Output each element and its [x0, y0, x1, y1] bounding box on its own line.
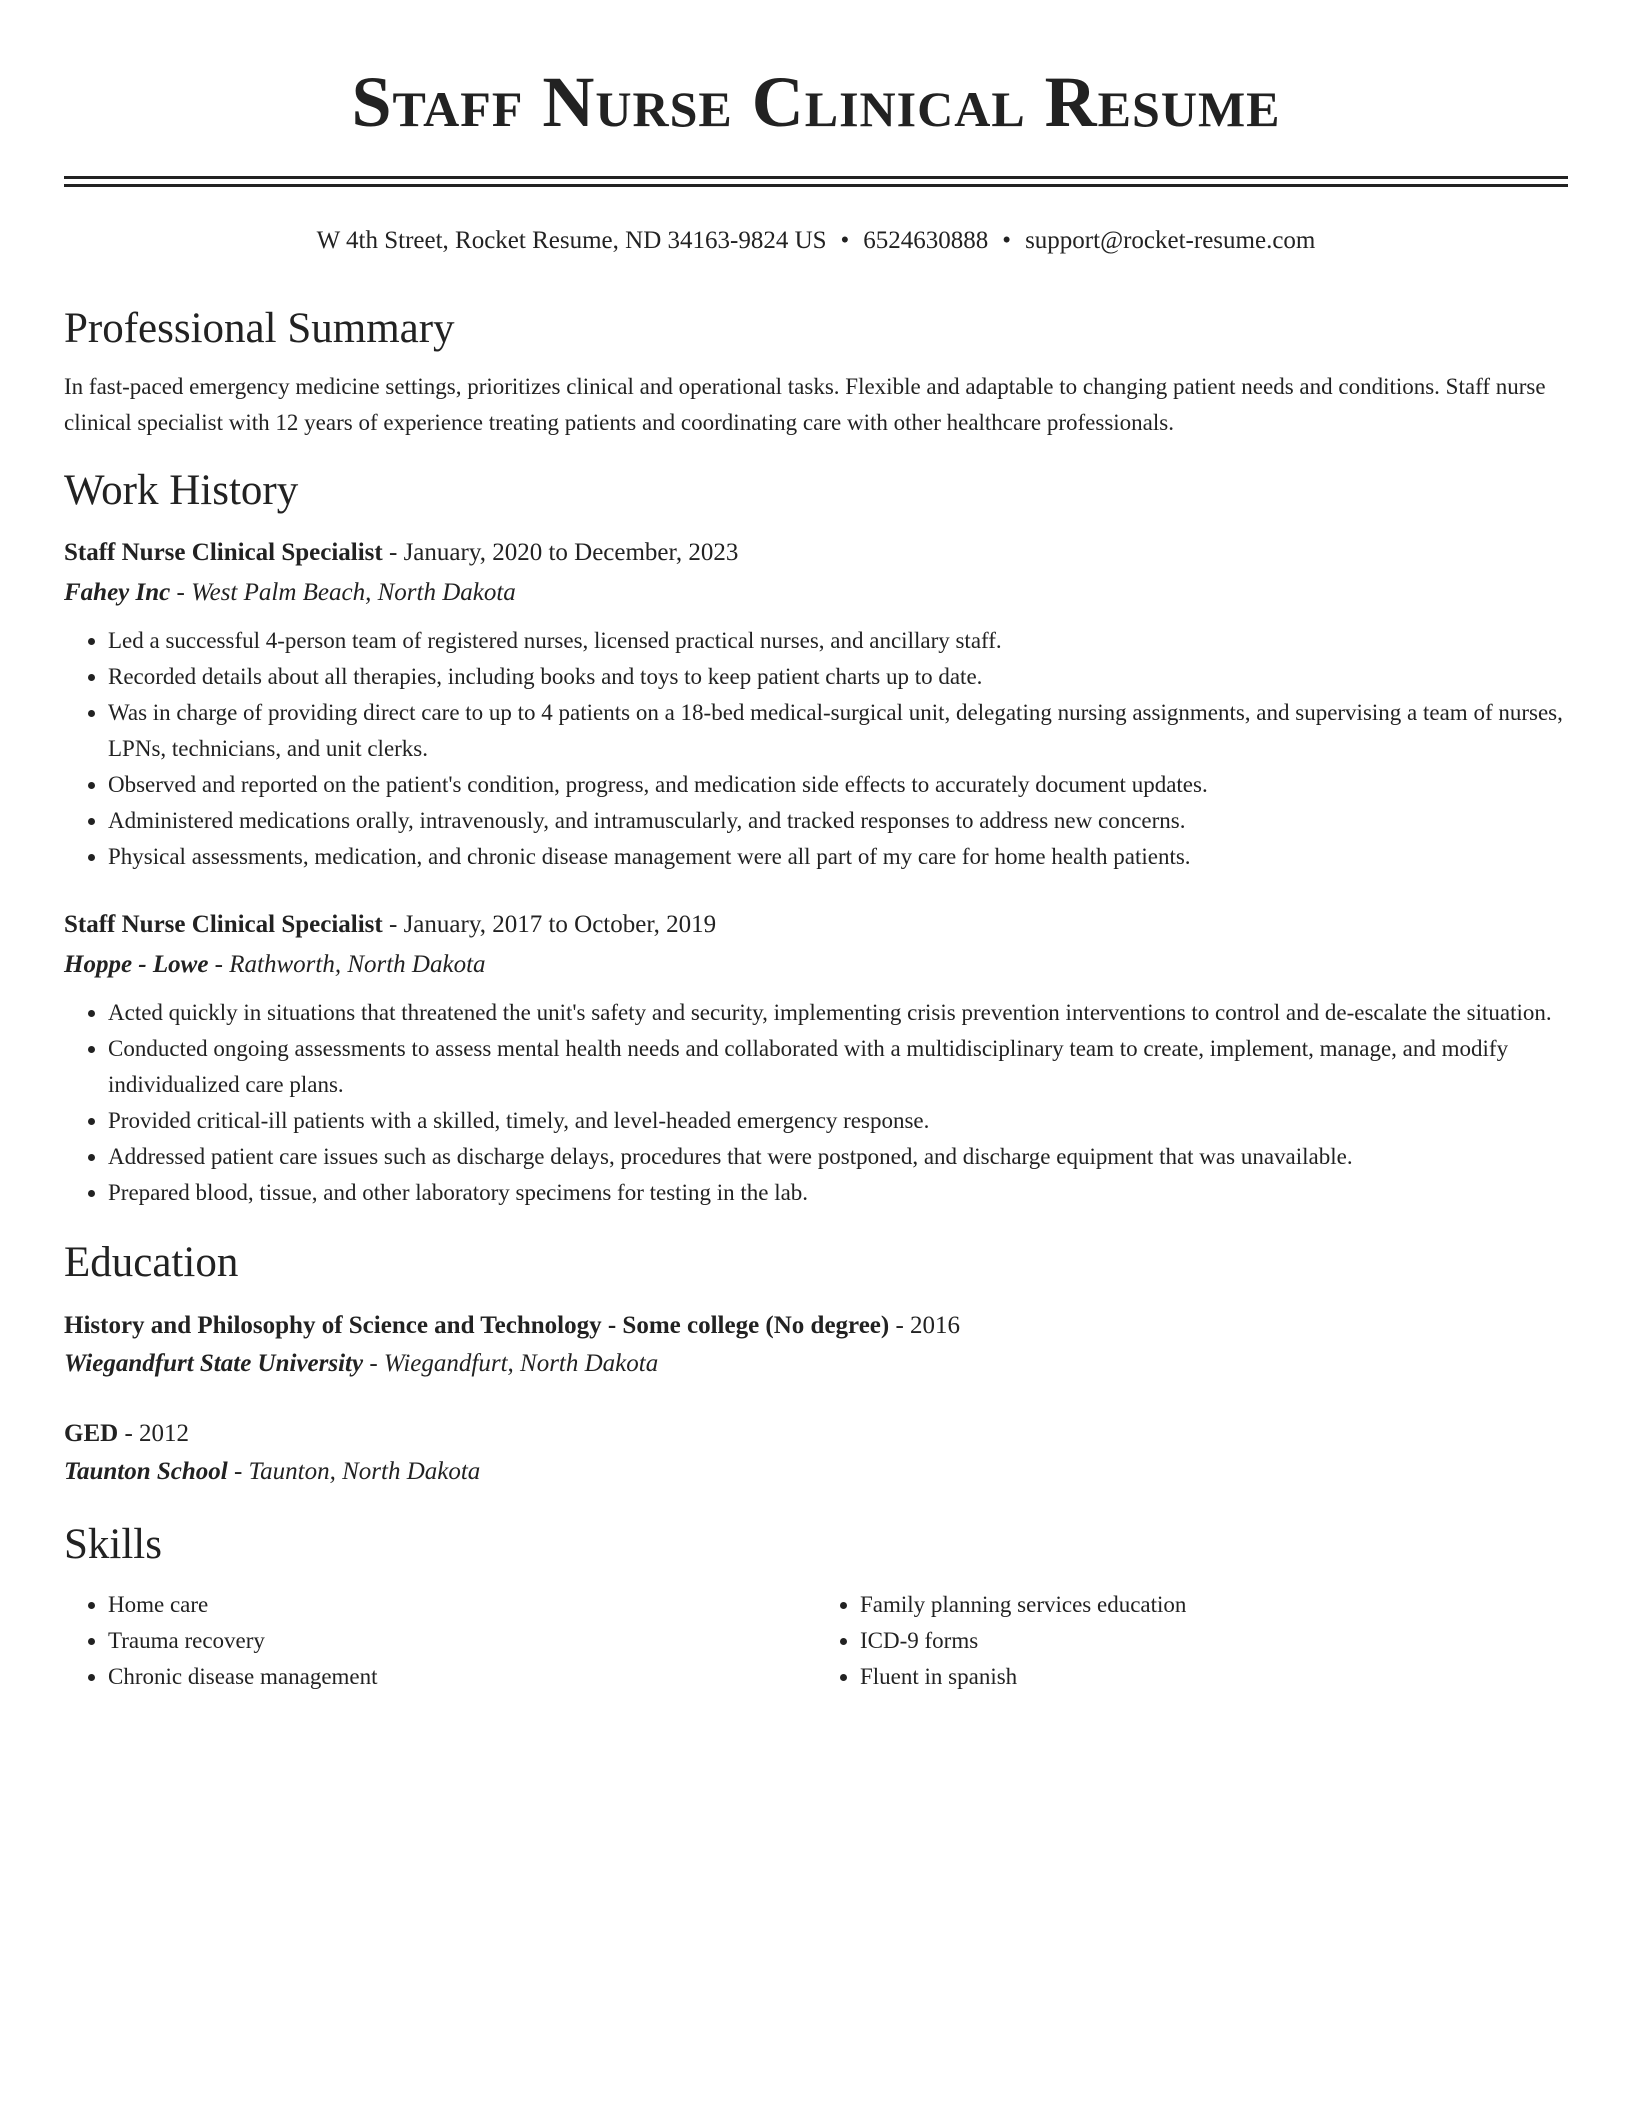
contact-separator: • — [840, 227, 850, 254]
job-bullets — [64, 623, 1568, 875]
job-bullet: • Observed and reported on the patient's condition, progress, and medication side effects to accurately document updates. — [108, 767, 1568, 803]
education-degree: GED — [64, 1420, 119, 1447]
education-entry — [64, 1307, 1568, 1383]
skill-item: • Fluent in spanish — [860, 1659, 1568, 1695]
education-school-line — [64, 1345, 1568, 1383]
skills-heading: Skills — [64, 1521, 162, 1568]
title-divider-bottom — [64, 184, 1568, 187]
job-company-line — [64, 945, 1568, 985]
skills-list — [64, 1587, 816, 1695]
skills-column-left — [64, 1587, 816, 1695]
contact-phone: 6524630888 — [863, 227, 989, 254]
job-bullet: • Conducted ongoing assessments to assess mental health needs and collaborated with a multidisciplinary team to create, implement, manage, and modify individualized care plans. — [108, 1031, 1568, 1103]
job-entry — [64, 905, 1568, 1211]
summary-text: In fast-paced emergency medicine settings, prioritizes clinical and operational tasks. Flexible and adaptable to changing patient needs and conditions. Staff nurse clinical specialist with 12 years of experience treating patients and coordinating care with other healthcare professionals. — [64, 374, 1546, 435]
job-location: - West Palm Beach, North Dakota — [170, 579, 516, 606]
job-bullet: • Addressed patient care issues such as discharge delays, procedures that were postponed, and discharge equipment that was unavailable. — [108, 1139, 1568, 1175]
job-company: Hoppe - Lowe — [64, 951, 209, 978]
education-school: Taunton School — [64, 1458, 228, 1485]
job-bullet: • Led a successful 4-person team of registered nurses, licensed practical nurses, and ancillary staff. — [108, 623, 1568, 659]
job-bullet: • Prepared blood, tissue, and other laboratory specimens for testing in the lab. — [108, 1175, 1568, 1211]
skills-grid — [64, 1587, 1568, 1695]
skill-item: • Home care — [108, 1587, 816, 1623]
job-entry — [64, 533, 1568, 875]
job-bullets — [64, 995, 1568, 1211]
education-school-line — [64, 1453, 1568, 1491]
job-location: - Rathworth, North Dakota — [208, 951, 486, 978]
job-bullet: • Administered medications orally, intravenously, and intramuscularly, and tracked responses to address new concerns. — [108, 803, 1568, 839]
contact-separator: • — [1002, 227, 1012, 254]
education-location: - Taunton, North Dakota — [227, 1458, 481, 1485]
skill-item: • Chronic disease management — [108, 1659, 816, 1695]
education-entry — [64, 1415, 1568, 1491]
contact-line — [64, 225, 1568, 257]
job-dates: - January, 2020 to December, 2023 — [382, 539, 739, 566]
skills-column-right — [816, 1587, 1568, 1695]
title-divider-top — [64, 176, 1568, 179]
contact-address: W 4th Street, Rocket Resume, ND 34163-9824 US — [316, 227, 827, 254]
work-history-heading: Work History — [64, 467, 299, 514]
skill-item: • Family planning services education — [860, 1587, 1568, 1623]
resume-title: Staff Nurse Clinical Resume — [351, 62, 1281, 142]
job-role: Staff Nurse Clinical Specialist — [64, 539, 383, 566]
job-header — [64, 905, 1568, 945]
summary-heading: Professional Summary — [64, 305, 455, 352]
education-year: - 2012 — [118, 1420, 190, 1447]
job-header — [64, 533, 1568, 573]
education-location: - Wiegandfurt, North Dakota — [363, 1350, 659, 1377]
education-degree: History and Philosophy of Science and Technology - Some college (No degree) — [64, 1312, 890, 1339]
contact-email: support@rocket-resume.com — [1025, 227, 1316, 254]
job-company: Fahey Inc — [64, 579, 171, 606]
job-bullet: • Provided critical-ill patients with a skilled, timely, and level-headed emergency response. — [108, 1103, 1568, 1139]
education-header — [64, 1307, 1568, 1345]
skills-list — [816, 1587, 1568, 1695]
education-school: Wiegandfurt State University — [64, 1350, 364, 1377]
education-year: - 2016 — [889, 1312, 961, 1339]
job-bullet: • Physical assessments, medication, and chronic disease management were all part of my care for home health patients. — [108, 839, 1568, 875]
education-heading: Education — [64, 1239, 239, 1286]
job-company-line — [64, 573, 1568, 613]
job-bullet: • Acted quickly in situations that threatened the unit's safety and security, implementing crisis prevention interventions to control and de-escalate the situation. — [108, 995, 1568, 1031]
skill-item: • ICD-9 forms — [860, 1623, 1568, 1659]
education-header — [64, 1415, 1568, 1453]
job-bullet: • Recorded details about all therapies, including books and toys to keep patient charts up to date. — [108, 659, 1568, 695]
skill-item: • Trauma recovery — [108, 1623, 816, 1659]
job-bullet: • Was in charge of providing direct care to up to 4 patients on a 18-bed medical-surgical unit, delegating nursing assignments, and supervising a team of nurses, LPNs, technicians, and unit clerks. — [108, 695, 1568, 767]
job-role: Staff Nurse Clinical Specialist — [64, 911, 383, 938]
job-dates: - January, 2017 to October, 2019 — [382, 911, 717, 938]
